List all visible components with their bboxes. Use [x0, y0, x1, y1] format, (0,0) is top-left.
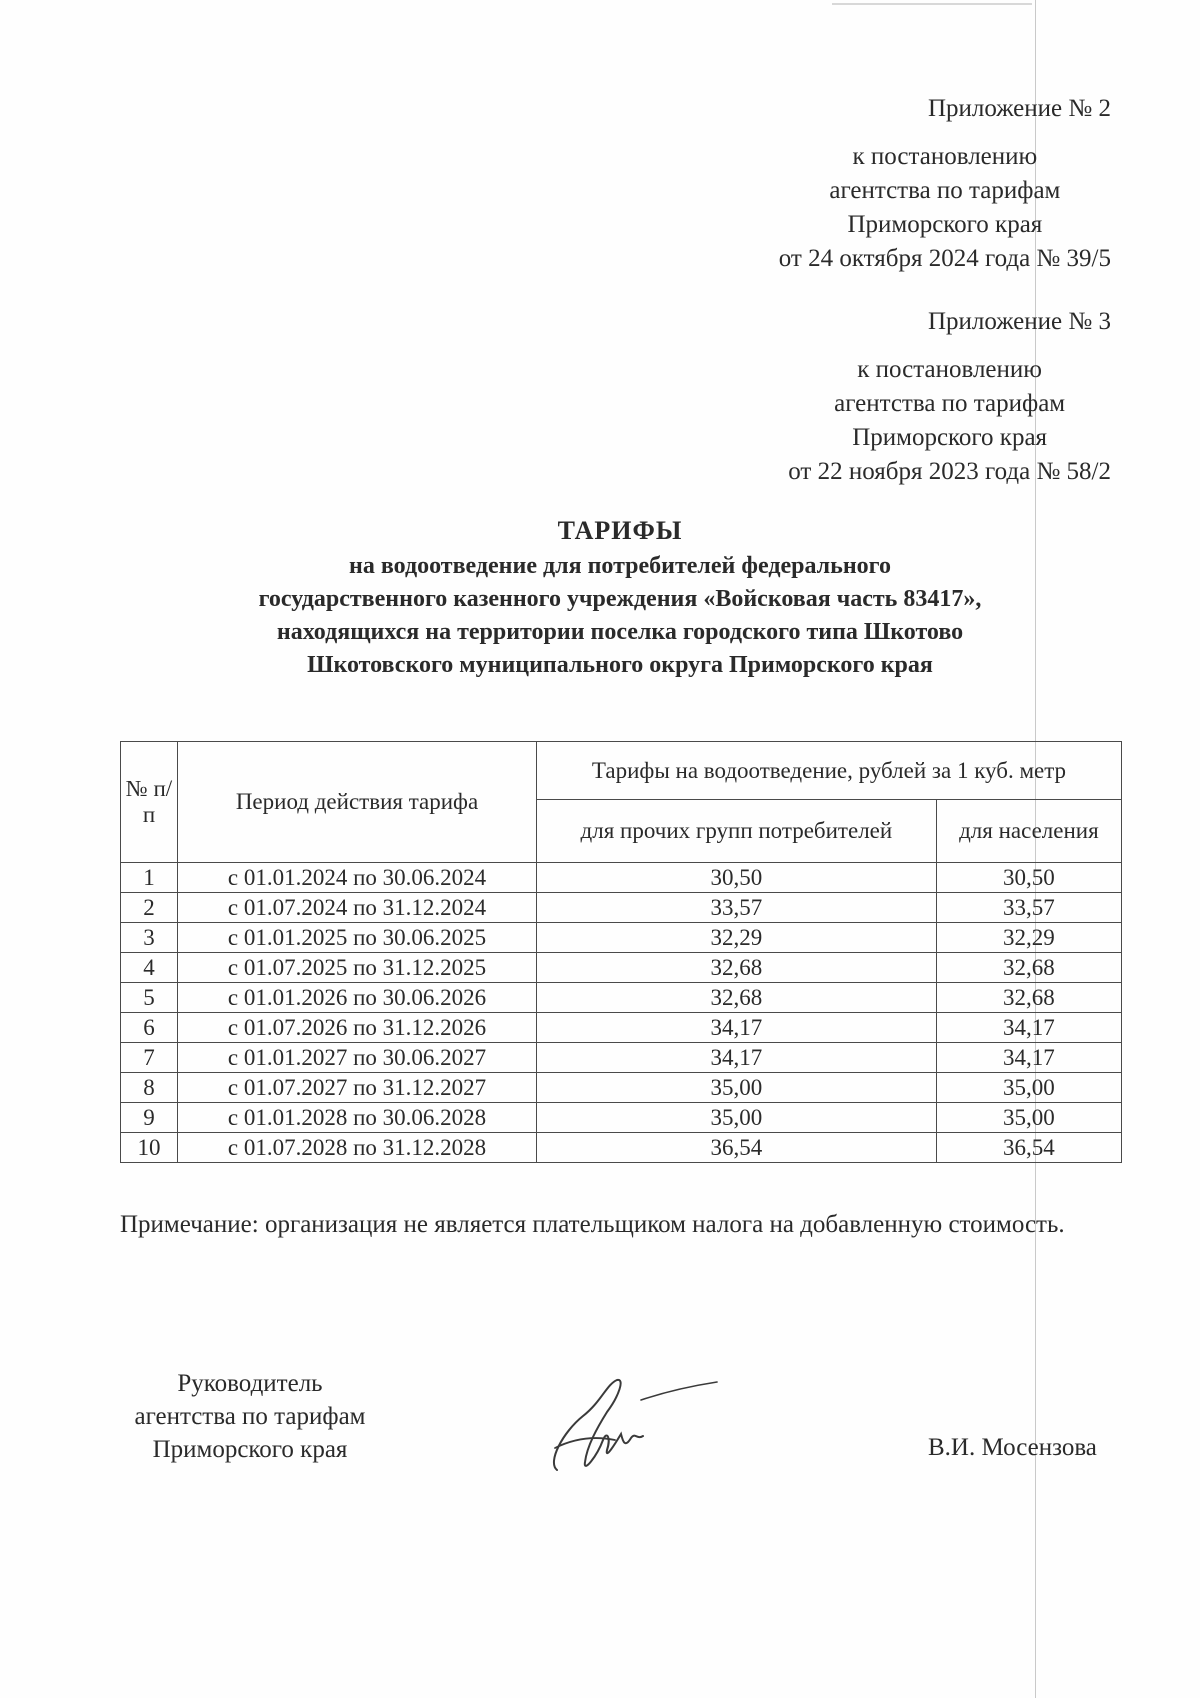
- row-population: 34,17: [936, 1013, 1121, 1043]
- row-population: 34,17: [936, 1043, 1121, 1073]
- appendix-2-block: [779, 92, 1111, 276]
- row-other-consumers: 34,17: [537, 1013, 937, 1043]
- header-other-consumers: для прочих групп потребителей: [537, 800, 937, 863]
- table-row: [121, 1013, 1122, 1043]
- row-number: 8: [121, 1073, 178, 1103]
- row-other-consumers: 34,17: [537, 1043, 937, 1073]
- appendix-2-reference: [779, 140, 1111, 276]
- row-period: с 01.01.2027 по 30.06.2027: [178, 1043, 537, 1073]
- tariffs-body: [121, 863, 1122, 1163]
- row-other-consumers: 35,00: [537, 1103, 937, 1133]
- row-population: 32,68: [936, 983, 1121, 1013]
- row-period: с 01.01.2024 по 30.06.2024: [178, 863, 537, 893]
- row-population: 36,54: [936, 1133, 1121, 1163]
- row-number: 2: [121, 893, 178, 923]
- row-period: с 01.01.2025 по 30.06.2025: [178, 923, 537, 953]
- appendix-3-title: Приложение № 3: [927, 308, 1111, 335]
- appendix-2-line2: агентства по тарифам: [829, 177, 1061, 204]
- row-population: 35,00: [936, 1073, 1121, 1103]
- table-row: [121, 1103, 1122, 1133]
- row-period: с 01.07.2026 по 31.12.2026: [178, 1013, 537, 1043]
- appendix-3-line1: к постановлению: [857, 356, 1042, 383]
- signatory-name: В.И. Мосензова: [928, 1434, 1097, 1461]
- row-population: 35,00: [936, 1103, 1121, 1133]
- appendix-3-reference: [788, 353, 1111, 489]
- document-heading: [120, 516, 1120, 682]
- heading-line2: государственного казенного учреждения «Войсковая часть 83417»,: [258, 586, 982, 612]
- table-row: [121, 863, 1122, 893]
- row-population: 32,68: [936, 953, 1121, 983]
- row-number: 10: [121, 1133, 178, 1163]
- table-row: [121, 1043, 1122, 1073]
- heading-line1: на водоотведение для потребителей федерального: [349, 553, 891, 579]
- table-row: [121, 1133, 1122, 1163]
- header-rates: Тарифы на водоотведение, рублей за 1 куб. метр: [537, 742, 1122, 800]
- scan-artifact-top: [832, 3, 1032, 5]
- appendix-3-line4: от 22 ноября 2023 года № 58/2: [788, 458, 1111, 485]
- appendix-3-block: [788, 305, 1111, 489]
- row-period: с 01.07.2024 по 31.12.2024: [178, 893, 537, 923]
- row-other-consumers: 33,57: [537, 893, 937, 923]
- header-period: Период действия тарифа: [178, 742, 537, 863]
- header-number: № п/п: [121, 742, 178, 863]
- row-population: 33,57: [936, 893, 1121, 923]
- signatory-line2: агентства по тарифам: [134, 1403, 366, 1430]
- heading-title: ТАРИФЫ: [557, 516, 683, 545]
- row-number: 4: [121, 953, 178, 983]
- appendix-3-line2: агентства по тарифам: [834, 390, 1066, 417]
- row-other-consumers: 30,50: [537, 863, 937, 893]
- appendix-2-line3: Приморского края: [847, 211, 1043, 238]
- table-row: [121, 893, 1122, 923]
- row-number: 7: [121, 1043, 178, 1073]
- row-period: с 01.07.2028 по 31.12.2028: [178, 1133, 537, 1163]
- row-number: 6: [121, 1013, 178, 1043]
- row-other-consumers: 35,00: [537, 1073, 937, 1103]
- table-row: [121, 983, 1122, 1013]
- signatory-line1: Руководитель: [177, 1370, 323, 1397]
- row-number: 9: [121, 1103, 178, 1133]
- header-population: для населения: [936, 800, 1121, 863]
- row-period: с 01.07.2027 по 31.12.2027: [178, 1073, 537, 1103]
- handwritten-signature: [545, 1370, 725, 1480]
- row-other-consumers: 32,68: [537, 983, 937, 1013]
- row-number: 1: [121, 863, 178, 893]
- tariffs-table: [120, 741, 1122, 1163]
- row-period: с 01.01.2028 по 30.06.2028: [178, 1103, 537, 1133]
- row-other-consumers: 32,29: [537, 923, 937, 953]
- appendix-2-title: Приложение № 2: [927, 95, 1111, 122]
- appendix-3-line3: Приморского края: [852, 424, 1048, 451]
- row-other-consumers: 32,68: [537, 953, 937, 983]
- table-row: [121, 953, 1122, 983]
- signatory-position: [120, 1367, 380, 1466]
- row-period: с 01.01.2026 по 30.06.2026: [178, 983, 537, 1013]
- table-row: [121, 1073, 1122, 1103]
- row-number: 3: [121, 923, 178, 953]
- row-period: с 01.07.2025 по 31.12.2025: [178, 953, 537, 983]
- heading-line4: Шкотовского муниципального округа Приморского края: [307, 652, 933, 678]
- note-text: Примечание: организация не является плательщиком налога на добавленную стоимость.: [120, 1211, 1065, 1238]
- row-population: 32,29: [936, 923, 1121, 953]
- appendix-2-line1: к постановлению: [852, 143, 1038, 170]
- row-number: 5: [121, 983, 178, 1013]
- heading-line3: находящихся на территории поселка городского типа Шкотово: [276, 619, 964, 645]
- signatory-line3: Приморского края: [152, 1436, 348, 1463]
- table-row: [121, 923, 1122, 953]
- row-population: 30,50: [936, 863, 1121, 893]
- appendix-2-line4: от 24 октября 2024 года № 39/5: [778, 245, 1111, 272]
- row-other-consumers: 36,54: [537, 1133, 937, 1163]
